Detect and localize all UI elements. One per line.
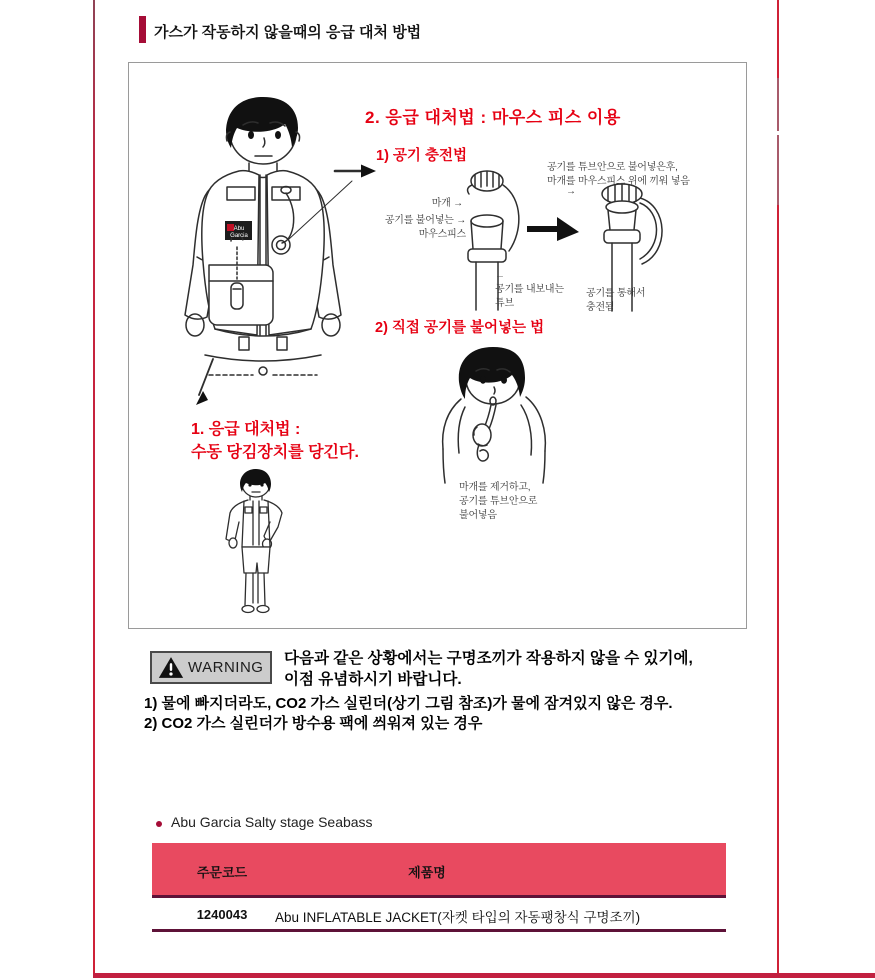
cell-order-code: 1240043: [196, 907, 248, 922]
label-direct-blow: 마개를 제거하고, 공기를 튜브안으로 불어넣음: [459, 482, 538, 521]
bullet-icon: [156, 821, 162, 827]
warning-item: 1) 물에 빠지더라도, CO2 가스 실린더(상기 그림 참조)가 물에 잠겨있지 않은 경우.: [144, 695, 673, 712]
product-table: [152, 843, 726, 932]
warning-triangle-icon: [158, 656, 184, 679]
illustration-box: [128, 62, 747, 629]
page-frame-right-line-gap: [776, 131, 780, 135]
title-marker-bar: [139, 16, 146, 43]
method2-heading: 2. 응급 대처법 : 마우스 피스 이용: [365, 108, 621, 127]
label-charged: 공기를 통해서 충전됨: [586, 288, 646, 313]
label-blow-mouthpiece: 공기를 불어넣는 → 마우스피스: [384, 215, 466, 240]
table-header-row: [152, 843, 726, 895]
page-frame-bottom-bar: [93, 973, 875, 978]
label-after-blow: 공기를 튜브안으로 불어넣은후, 마개를 마우스피스 위에 끼워 넣음: [547, 162, 690, 187]
table-header-order-code: 주문코드: [196, 865, 248, 880]
step1-heading: 1) 공기 충전법: [376, 148, 467, 164]
cell-product-name: Abu INFLATABLE JACKET(자켓 타입의 자동팽창식 구명조끼): [275, 910, 641, 925]
vest-logo-text-garcia: Garcia: [230, 233, 248, 239]
pull-handle-person-illustration: [206, 463, 306, 618]
warning-badge: [150, 651, 272, 684]
step-arrow-icon: [527, 215, 579, 249]
warning-text: 다음과 같은 상황에서는 구명조끼가 작용하지 않을 수 있기에, 이점 유념하시기 바랍니다.: [284, 650, 693, 689]
table-row: [152, 898, 726, 929]
table-rule-bottom: [152, 929, 726, 932]
warning-item: 2) CO2 가스 실린더가 방수용 팩에 씌워져 있는 경우: [144, 715, 483, 733]
table-header-product-name: 제품명: [408, 865, 446, 880]
product-series-label: Abu Garcia Salty stage Seabass: [171, 814, 373, 830]
page-frame-right-line-muted: [777, 78, 779, 205]
warning-list: [144, 694, 673, 735]
step2-heading: 2) 직접 공기를 불어넣는 법: [375, 320, 545, 336]
vest-logo-text-abu: Abu: [233, 226, 245, 232]
warning-label: WARNING: [188, 659, 264, 676]
blowing-person-illustration: [429, 335, 559, 485]
page-frame-left-line: [93, 0, 95, 977]
label-tube: ← 공기를 내보내는 튜브: [495, 270, 564, 309]
vest-person-illustration: [139, 75, 389, 420]
method1-heading: 1. 응급 대처법 : 수동 당김장치를 당긴다.: [191, 421, 359, 462]
label-after-arrow: →: [566, 186, 576, 197]
label-cap: 마개 →: [431, 198, 463, 209]
page-title: 가스가 작동하지 않을때의 응급 대처 방법: [154, 24, 422, 41]
